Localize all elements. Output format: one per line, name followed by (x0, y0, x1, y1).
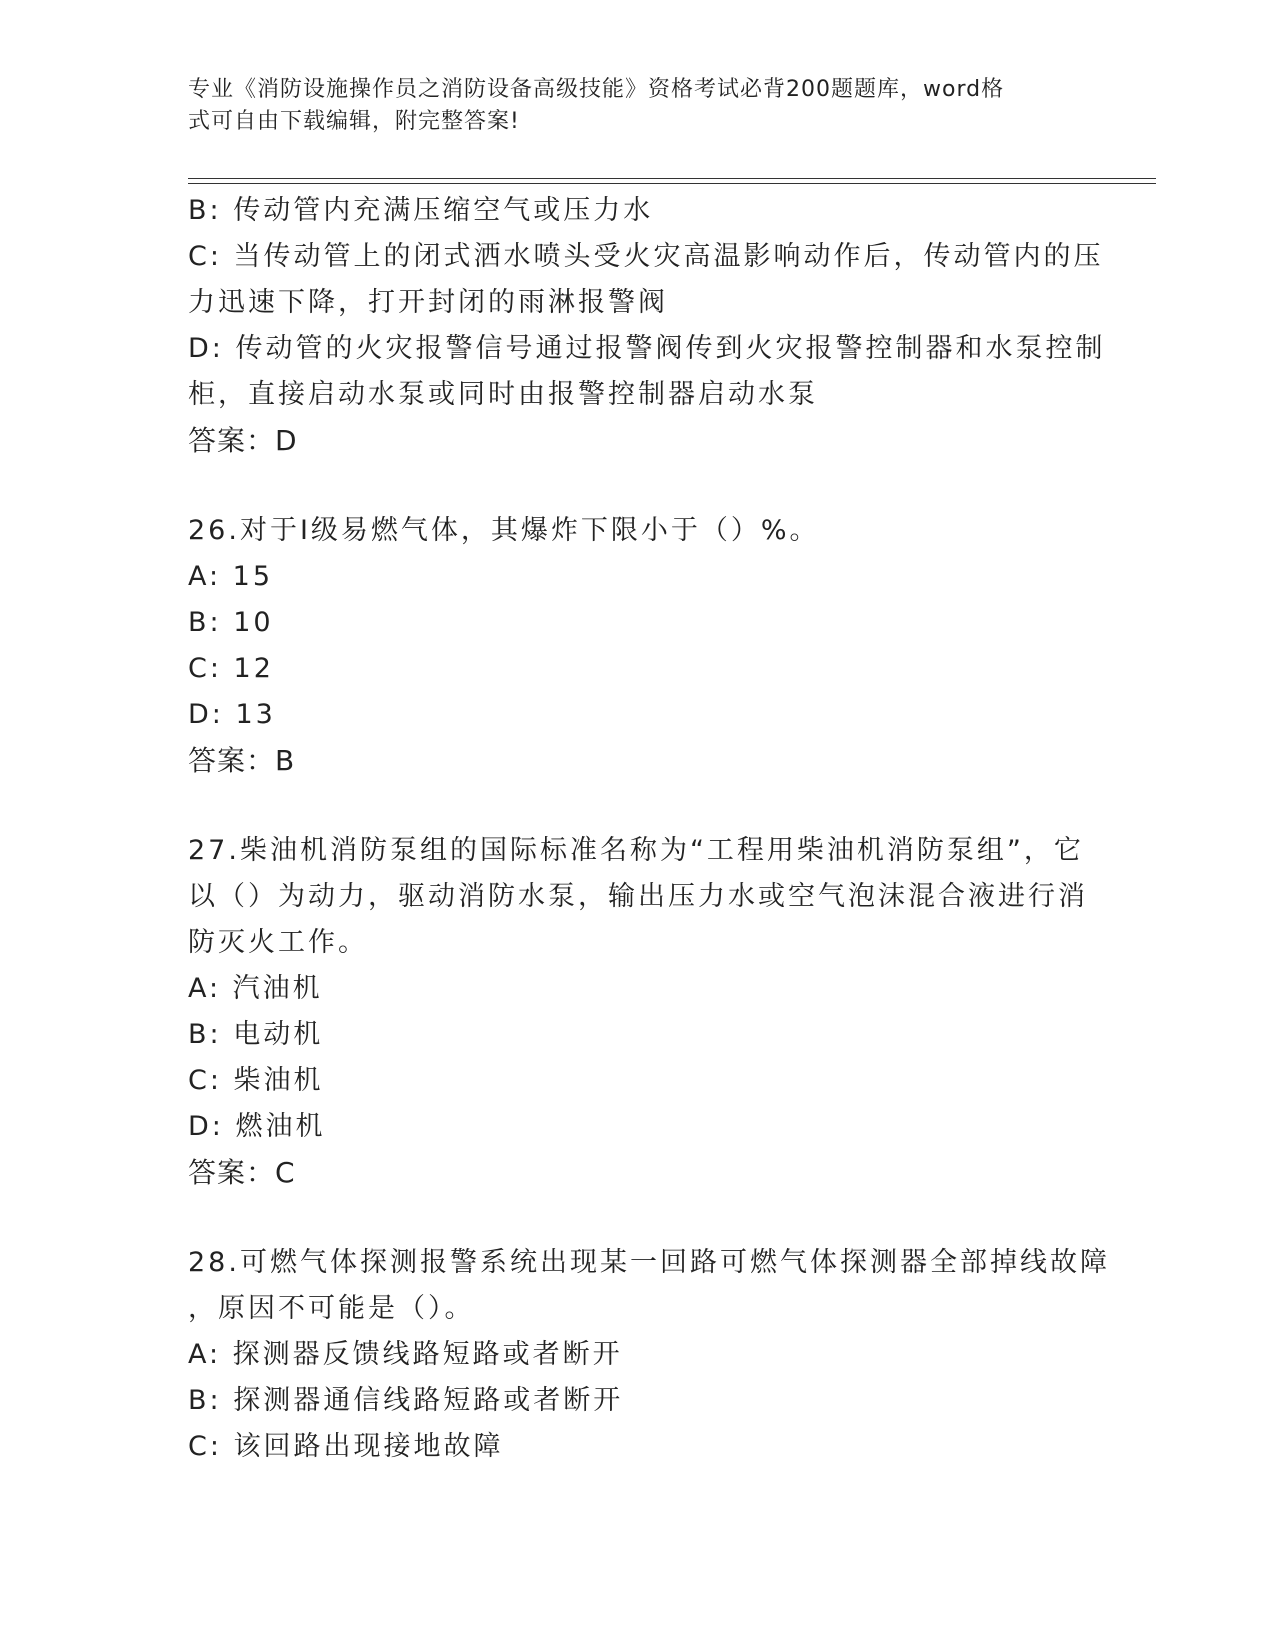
spacer (188, 1196, 1088, 1240)
question-stem: 26.对于Ⅰ级易燃气体，其爆炸下限小于（）%。 (188, 515, 820, 546)
option-a: A: 汽油机 (188, 973, 323, 1004)
header-rule-bottom (188, 183, 1156, 184)
header-rule-top (188, 178, 1156, 179)
question-stem-line-3: 防灭火工作。 (188, 927, 368, 958)
answer: 答案：D (188, 424, 298, 457)
document-header (188, 74, 1088, 138)
question-25 (188, 188, 1106, 464)
question-list (188, 188, 1110, 1470)
header-line-2: 式可自由下载编辑，附完整答案! (188, 109, 520, 134)
question-stem-line-1: 27.柴油机消防泵组的国际标准名称为“工程用柴油机消防泵组”，它 (188, 835, 1084, 866)
option-d: D: 燃油机 (188, 1111, 326, 1142)
option-a: A: 探测器反馈线路短路或者断开 (188, 1339, 623, 1370)
option-c: C: 柴油机 (188, 1065, 324, 1096)
header-line-1: 专业《消防设施操作员之消防设备高级技能》资格考试必背200题题库，word格 (188, 77, 1005, 102)
option-c-line-1: C: 当传动管上的闭式洒水喷头受火灾高温影响动作后，传动管内的压 (188, 241, 1104, 272)
question-28 (188, 1240, 1110, 1470)
option-b: B: 10 (188, 607, 274, 638)
question-stem-line-1: 28.可燃气体探测报警系统出现某一回路可燃气体探测器全部掉线故障 (188, 1247, 1110, 1278)
option-d-line-1: D: 传动管的火灾报警信号通过报警阀传到火灾报警控制器和水泵控制 (188, 333, 1106, 364)
option-b: B: 探测器通信线路短路或者断开 (188, 1385, 624, 1416)
question-27 (188, 828, 1088, 1196)
answer: 答案：C (188, 1156, 296, 1189)
option-b: B: 传动管内充满压缩空气或压力水 (188, 195, 654, 226)
option-c: C: 12 (188, 653, 274, 684)
option-c-line-2: 力迅速下降，打开封闭的雨淋报警阀 (188, 287, 668, 318)
option-c: C: 该回路出现接地故障 (188, 1431, 504, 1462)
option-a: A: 15 (188, 561, 274, 592)
spacer (188, 464, 1088, 508)
question-stem-line-2: 以（）为动力，驱动消防水泵，输出压力水或空气泡沫混合液进行消 (188, 881, 1088, 912)
option-d-line-2: 柜，直接启动水泵或同时由报警控制器启动水泵 (188, 379, 818, 410)
answer: 答案：B (188, 744, 296, 777)
spacer (188, 784, 1088, 828)
question-26 (188, 508, 1088, 784)
option-d: D: 13 (188, 699, 276, 730)
question-stem-line-2: ，原因不可能是（）。 (188, 1293, 475, 1324)
option-b: B: 电动机 (188, 1019, 324, 1050)
